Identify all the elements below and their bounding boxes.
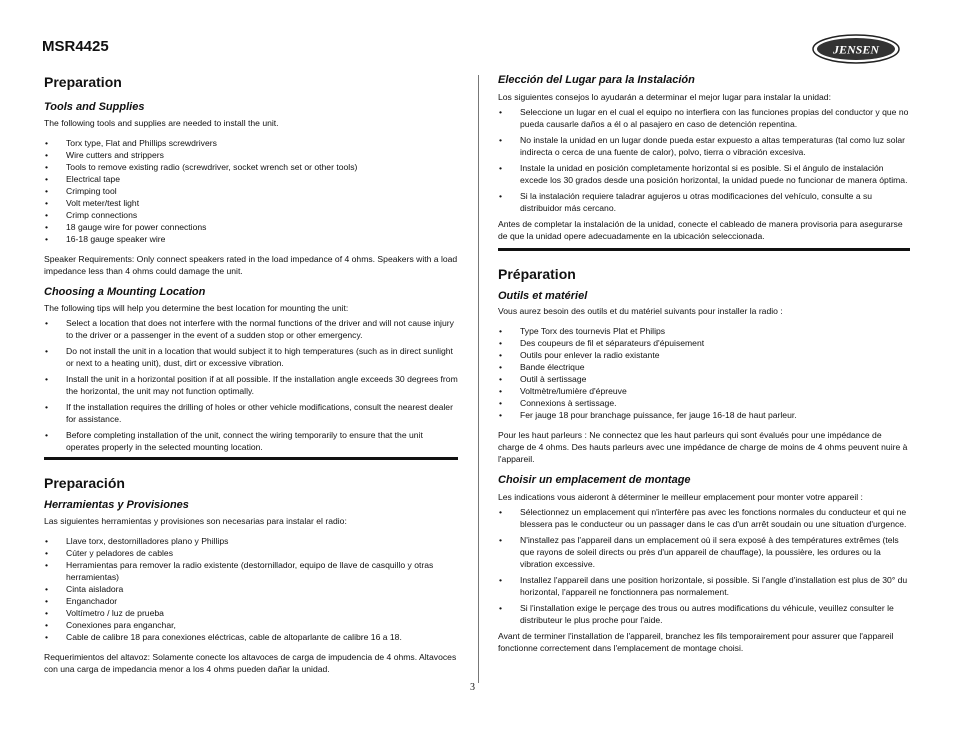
list-item: • Torx type, Flat and Phillips screwdrivers: [44, 137, 458, 149]
section-divider: [498, 248, 910, 251]
column-divider: [478, 75, 479, 683]
spanish-mount-heading: Elección del Lugar para la Instalación: [498, 74, 695, 86]
right-column: [498, 73, 910, 654]
list-item: • Sélectionnez un emplacement qui n'interfère pas avec les fonctions normales du conducteur et qui ne blessera pas le conducteur ou un passager dans le cas d'un arrêt soudain ou une situation d'urgence.: [498, 506, 910, 530]
english-speaker-requirements: Speaker Requirements: Only connect speakers rated in the load impedance of 4 ohms. Speakers with a load impedance less than 4 ohms could damage the unit.: [44, 254, 458, 276]
english-tools-intro: The following tools and supplies are needed to install the unit.: [44, 118, 279, 128]
french-title: Préparation: [498, 266, 576, 282]
spanish-tools-intro: Las siguientes herramientas y provisiones son necesarias para instalar el radio:: [44, 516, 347, 526]
french-speaker-requirements: Pour les haut parleurs : Ne connectez que les haut parleurs qui sont évalués pour une impédance de charge de 4 ohms. Des hauts parleurs avec une impédance de charge de moins de 4 ohms peuvent nuire à l'appareil.: [498, 430, 908, 464]
english-tools-list: [44, 137, 458, 245]
list-item: • Volt meter/test light: [44, 197, 458, 209]
list-item: • No instale la unidad en un lugar donde pueda estar expuesto a altas temperaturas (tal como luz solar indirecta o cerca de una fuente de calor), polvo, tierra o vibración excesiva.: [498, 134, 910, 158]
french-tools-intro: Vous aurez besoin des outils et du matériel suivants pour installer la radio :: [498, 306, 783, 316]
list-item: • Instale la unidad en posición completamente horizontal si es posible. Si el ángulo de instalación excede los 30 grados desde una posición horizontal, la unidad puede no funcionar de manera óptima.: [498, 162, 910, 186]
list-item: • Wire cutters and strippers: [44, 149, 458, 161]
french-mount-tips: [498, 506, 910, 626]
list-item: • Installez l'appareil dans une position horizontale, si possible. Si l'angle d'installation est plus de 30° du horizontal, l'appareil ne fonctionnera pas normalement.: [498, 574, 910, 598]
list-item: • Crimping tool: [44, 185, 458, 197]
list-item: • Des coupeurs de fil et séparateurs d'épuisement: [498, 337, 910, 349]
spanish-title: Preparación: [44, 475, 125, 491]
list-item: • Llave torx, destornilladores plano y Phillips: [44, 535, 458, 547]
french-mount-intro: Les indications vous aideront à déterminer le meilleur emplacement pour monter votre appareil :: [498, 492, 863, 502]
list-item: • 18 gauge wire for power connections: [44, 221, 458, 233]
list-item: • Do not install the unit in a location that would subject it to high temperatures (such as in direct sunlight or next to a heating unit), dust, dirt or excessive vibration.: [44, 345, 458, 369]
list-item: • Seleccione un lugar en el cual el equipo no interfiera con las funciones propias del conductor y que no pueda causarle daños a él o al pasajero en caso de detención repentina.: [498, 106, 910, 130]
english-mount-tips: [44, 317, 458, 453]
list-item: • Fer jauge 18 pour branchage puissance, fer jauge 16-18 de haut parleur.: [498, 409, 910, 421]
list-item: • Outils pour enlever la radio existante: [498, 349, 910, 361]
list-item: • Voltmètre/lumière d'épreuve: [498, 385, 910, 397]
list-item: • Voltímetro / luz de prueba: [44, 607, 458, 619]
list-item: • If the installation requires the drilling of holes or other vehicle modifications, consult the nearest dealer for assistance.: [44, 401, 458, 425]
list-item: • Tools to remove existing radio (screwdriver, socket wrench set or other tools): [44, 161, 458, 173]
list-item: • Enganchador: [44, 595, 458, 607]
list-item: • Before completing installation of the unit, connect the wiring temporarily to ensure that the unit operates properly in the selected mounting location.: [44, 429, 458, 453]
list-item: • Select a location that does not interfere with the normal functions of the driver and will not cause injury to the driver or a passenger in the event of a sudden stop or other emergency.: [44, 317, 458, 341]
spanish-mount-intro: Los siguientes consejos lo ayudarán a determinar el mejor lugar para instalar la unidad:: [498, 92, 831, 102]
page-number: 3: [470, 682, 475, 693]
spanish-speaker-requirements: Requerimientos del altavoz: Solamente conecte los altavoces de carga de impudencia de 4 ohms. Altavoces con una carga de impedancia menor a los 4 ohms pueden dañar la unidad.: [44, 652, 457, 674]
list-item: • N'installez pas l'appareil dans un emplacement où il sera exposé à des températures extrêmes (tels que rayons de soleil directs ou près d'un appareil de chauffage), la poussière, les ordures ou la vibration excessive.: [498, 534, 910, 570]
french-tools-list: [498, 325, 910, 421]
english-mount-intro: The following tips will help you determine the best location for mounting the unit:: [44, 303, 349, 313]
list-item: • Cúter y peladores de cables: [44, 547, 458, 559]
section-divider: [44, 457, 458, 460]
list-item: • Cable de calibre 18 para conexiones eléctricas, cable de altoparlante de calibre 16 a 18.: [44, 631, 458, 643]
list-item: • 16-18 gauge speaker wire: [44, 233, 458, 245]
list-item: • Crimp connections: [44, 209, 458, 221]
english-tools-heading: Tools and Supplies: [44, 101, 145, 113]
spanish-tools-heading: Herramientas y Provisiones: [44, 499, 189, 511]
spanish-mount-tips: [498, 106, 910, 214]
french-mount-heading: Choisir un emplacement de montage: [498, 474, 691, 486]
left-column: [44, 70, 458, 675]
brand-text: JENSEN: [832, 42, 880, 57]
list-item: • Connexions à sertissage.: [498, 397, 910, 409]
jensen-logo: [812, 34, 900, 64]
french-tools-heading: Outils et matériel: [498, 290, 588, 302]
french-mount-outro: Avant de terminer l'installation de l'appareil, branchez les fils temporairement pour assurer que l'appareil fonctionne correctement dans l'emplacement de montage choisi.: [498, 631, 894, 653]
list-item: • Si l'installation exige le perçage des trous ou autres modifications du véhicule, veuillez consulter le distributeur le plus proche pour l'aide.: [498, 602, 910, 626]
spanish-tools-list: [44, 535, 458, 643]
list-item: • Si la instalación requiere taladrar agujeros u otras modificaciones del vehículo, consulte a su distribuidor más cercano.: [498, 190, 910, 214]
list-item: • Outil à sertissage: [498, 373, 910, 385]
list-item: • Type Torx des tournevis Plat et Philips: [498, 325, 910, 337]
spanish-mount-outro: Antes de completar la instalación de la unidad, conecte el cableado de manera provisoria para asegurarse de que la unidad opere adecuadamente en la ubicación seleccionada.: [498, 219, 903, 241]
list-item: • Cinta aisladora: [44, 583, 458, 595]
list-item: • Electrical tape: [44, 173, 458, 185]
model-number: MSR4425: [42, 38, 109, 55]
english-title: Preparation: [44, 74, 122, 90]
list-item: • Herramientas para remover la radio existente (destornillador, equipo de llave de casquillo y otras herramientas): [44, 559, 458, 583]
list-item: • Install the unit in a horizontal position if at all possible. If the installation angle exceeds 30 degrees from the horizontal, the unit may not function optimally.: [44, 373, 458, 397]
list-item: • Conexiones para enganchar,: [44, 619, 458, 631]
english-mount-heading: Choosing a Mounting Location: [44, 286, 206, 298]
list-item: • Bande électrique: [498, 361, 910, 373]
